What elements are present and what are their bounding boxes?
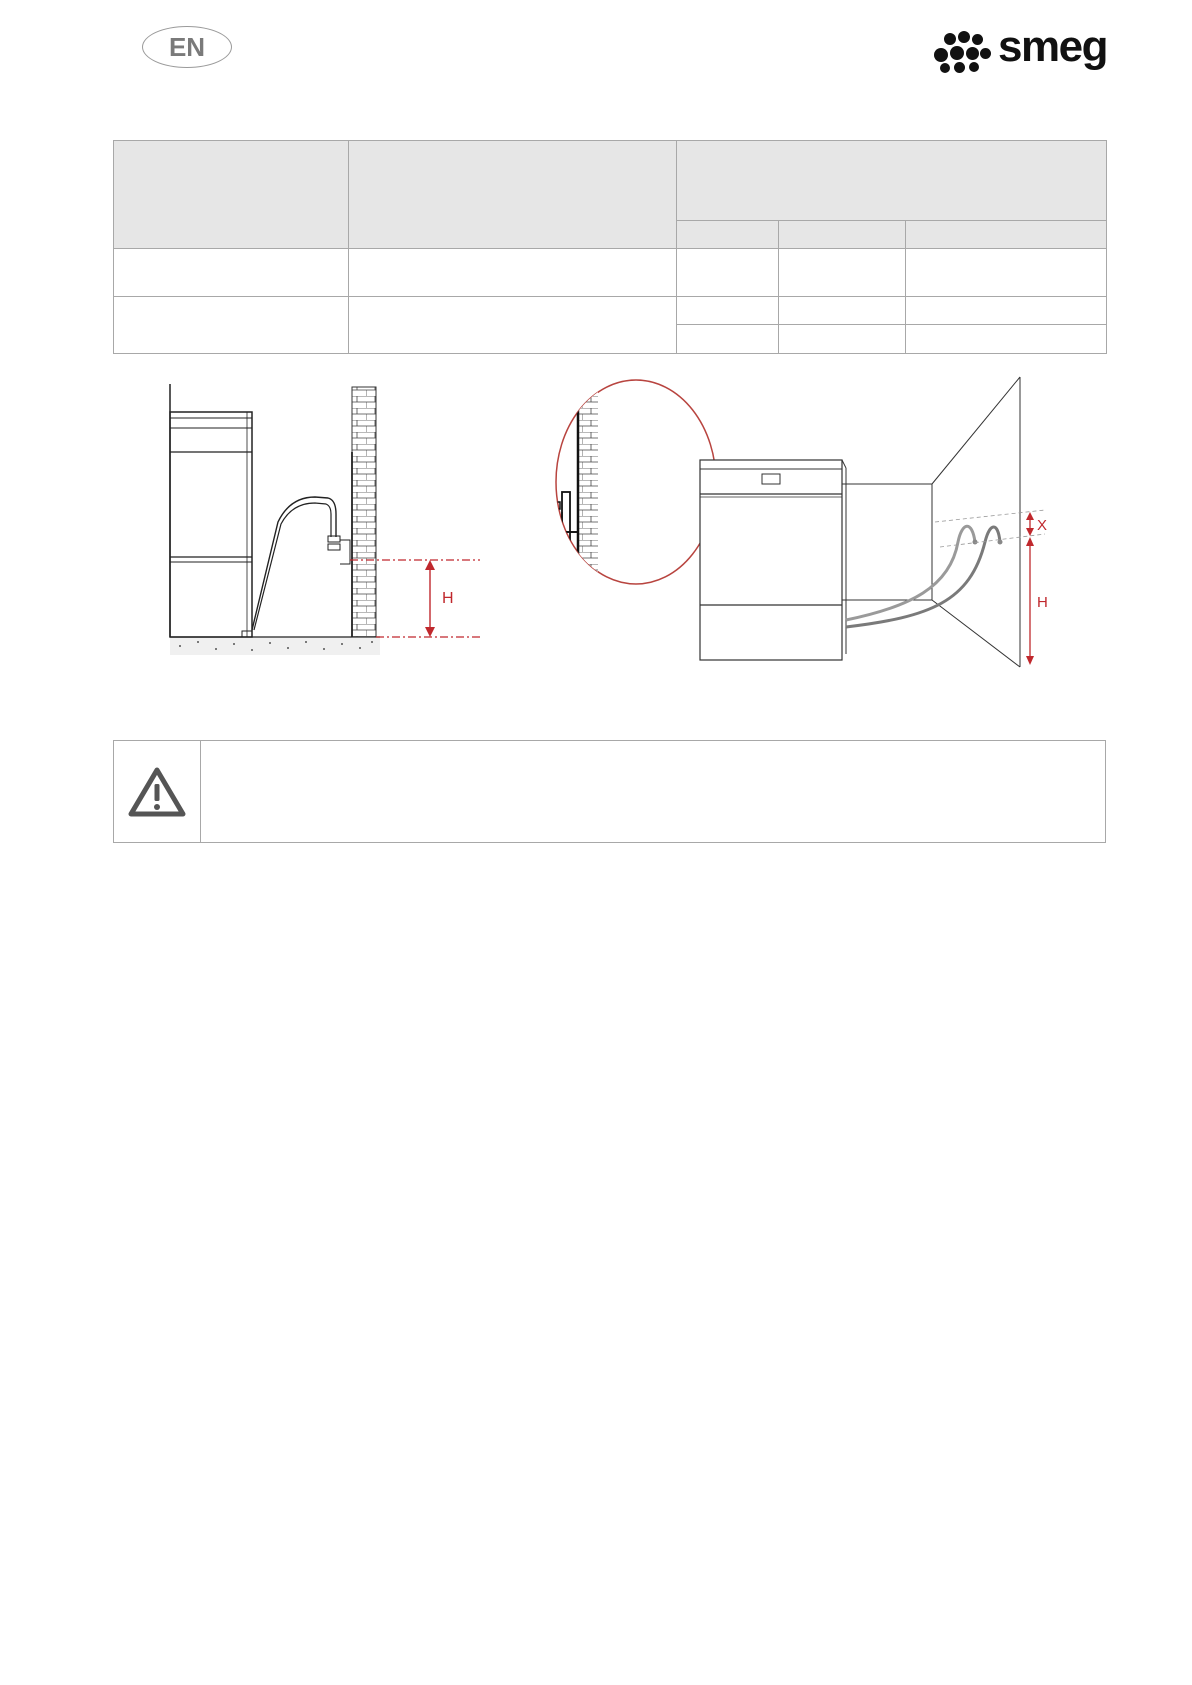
table-cell — [906, 325, 1107, 354]
table-cell — [677, 249, 779, 297]
table-cell — [779, 249, 906, 297]
dimension-label-h-left: H — [442, 590, 454, 607]
warning-triangle-icon — [126, 764, 188, 820]
table-header-cell — [114, 141, 349, 249]
table-header-cell — [349, 141, 677, 249]
table-subheader-cell — [779, 221, 906, 249]
side-view-figure — [170, 384, 480, 655]
brand-wordmark: smeg — [998, 22, 1107, 71]
table-cell — [779, 325, 906, 354]
table-subheader-cell — [677, 221, 779, 249]
table-subheader-cell — [906, 221, 1107, 249]
table-cell — [906, 297, 1107, 325]
language-badge: EN — [142, 26, 232, 68]
warning-box — [113, 740, 1106, 843]
table-cell — [779, 297, 906, 325]
table-cell — [349, 249, 677, 297]
table-cell — [349, 297, 677, 354]
dimension-label-h-right: H — [1037, 594, 1048, 611]
warning-text-cell — [201, 741, 1105, 842]
spec-table — [113, 140, 1107, 354]
detail-circle-figure — [488, 380, 716, 584]
table-cell — [114, 297, 349, 354]
table-header-cell — [677, 141, 1107, 221]
perspective-figure — [700, 377, 1048, 667]
logo-dots — [934, 31, 996, 71]
table-cell — [677, 325, 779, 354]
table-cell — [906, 249, 1107, 297]
table-cell — [677, 297, 779, 325]
table-cell — [114, 249, 349, 297]
installation-figures — [150, 372, 1050, 682]
warning-icon-cell — [114, 741, 201, 842]
dimension-label-x: X — [1037, 517, 1048, 534]
smeg-logo — [934, 22, 1108, 74]
